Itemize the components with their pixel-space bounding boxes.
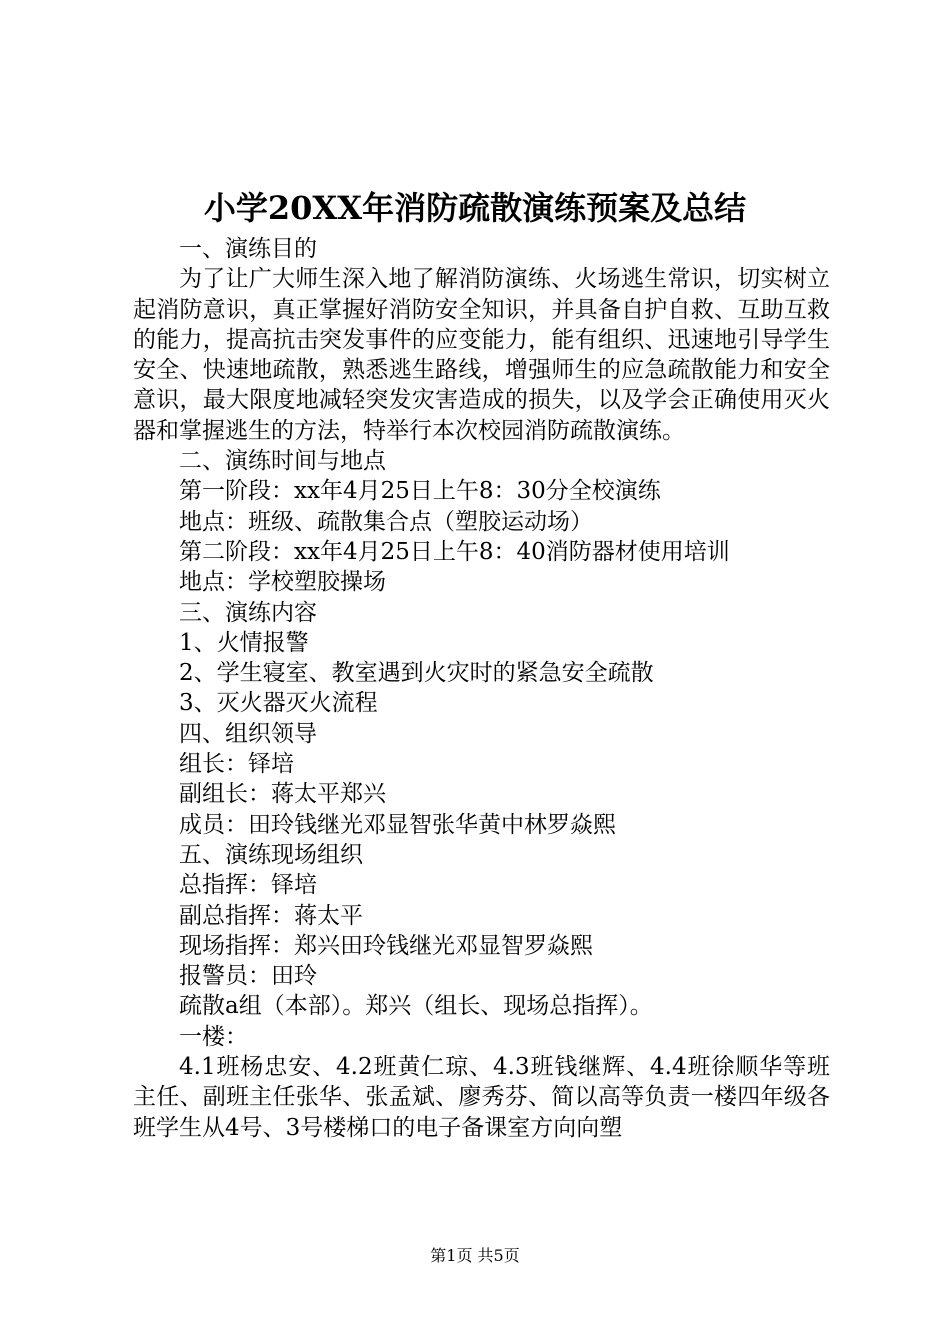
text-line: 现场指挥：郑兴田玲钱继光邓显智罗焱熙 — [179, 932, 593, 959]
list-item: 2、学生寝室、教室遇到火灾时的紧急安全疏散 — [179, 660, 654, 687]
section-heading: 四、组织领导 — [179, 720, 317, 747]
text-line: 地点：学校塑胶操场 — [179, 569, 386, 596]
paragraph: 4.1班杨忠安、4.2班黄仁琼、4.3班钱继辉、4.4班徐顺华等班主任、副班主任张华、张孟斌、廖秀芬、简以高等负责一楼四年级各班学生从4号、3号楼梯口的电子备课室方向向塑 — [133, 1054, 830, 1141]
text-line: 地点：班级、疏散集合点（塑胶运动场） — [179, 508, 593, 535]
text-line: 第二阶段：xx年4月25日上午8：40消防器材使用培训 — [179, 538, 730, 565]
text-line: 疏散a组（本部）。郑兴（组长、现场总指挥）。 — [179, 993, 653, 1020]
document-title: 小学20XX年消防疏散演练预案及总结 — [203, 189, 747, 227]
list-item: 3、灭火器灭火流程 — [179, 690, 378, 717]
text-line: 报警员：田玲 — [179, 963, 317, 990]
section-heading: 三、演练内容 — [179, 599, 317, 626]
section-heading: 五、演练现场组织 — [179, 841, 363, 868]
section-heading: 一、演练目的 — [179, 236, 317, 262]
text-line: 第一阶段：xx年4月25日上午8：30分全校演练 — [179, 478, 661, 505]
document-body — [133, 234, 830, 1143]
list-item: 1、火情报警 — [179, 629, 309, 656]
section-heading: 二、演练时间与地点 — [179, 448, 386, 475]
text-line: 总指挥：铎培 — [179, 872, 317, 899]
text-line: 组长：铎培 — [179, 751, 294, 778]
page-footer: 第1页 共5页 — [430, 1246, 520, 1265]
paragraph: 为了让广大师生深入地了解消防演练、火场逃生常识，切实树立起消防意识，真正掌握好消防安全知识，并具备自护自救、互助互救的能力，提高抗击突发事件的应变能力，能有组织、迅速地引导学生安全、快速地疏散，熟悉逃生路线，增强师生的应急疏散能力和安全意识，最大限度地减轻突发灾害造成的损失，以及学会正确使用灭火器和掌握逃生的方法，特举行本次校园消防疏散演练。 — [133, 266, 830, 444]
text-line: 副组长：蒋太平郑兴 — [179, 781, 386, 808]
text-line: 成员：田玲钱继光邓显智张华黄中林罗焱熙 — [179, 811, 616, 838]
text-line: 一楼： — [179, 1023, 248, 1050]
text-line: 副总指挥：蒋太平 — [179, 902, 363, 929]
